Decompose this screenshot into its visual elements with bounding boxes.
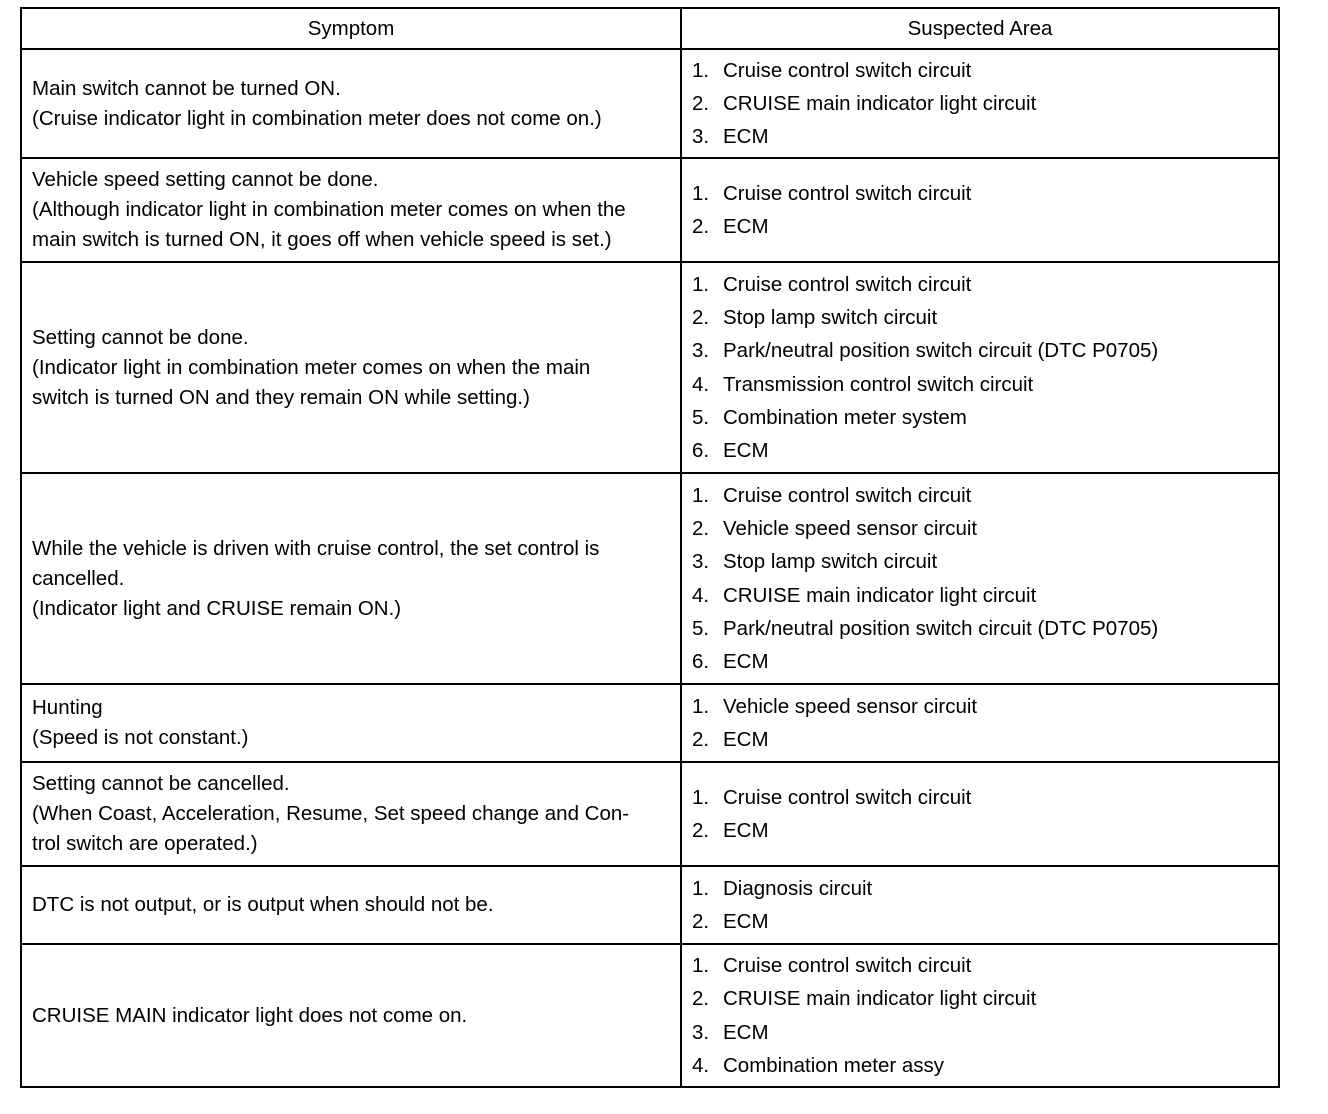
item-text: Stop lamp switch circuit — [723, 306, 938, 330]
symptom-text-line: While the vehicle is driven with cruise control, the set control is — [32, 536, 600, 560]
symptom-text-line: (Speed is not constant.) — [32, 726, 249, 749]
table-row — [21, 49, 1279, 158]
symptom-cell — [21, 866, 681, 944]
item-number: 4. — [692, 583, 710, 607]
item-number: 2. — [692, 306, 710, 330]
suspected-area-list — [692, 872, 1272, 938]
item-number: 2. — [692, 91, 710, 115]
header-row — [21, 8, 1279, 49]
suspected-area-item — [692, 1049, 1272, 1082]
symptom-text-line: main switch is turned ON, it goes off when vehicle speed is set.) — [32, 228, 612, 251]
item-number: 6. — [692, 649, 710, 673]
suspected-area-item — [692, 301, 1272, 334]
item-number: 4. — [692, 372, 710, 396]
item-text: Cruise control switch circuit — [723, 954, 972, 978]
table-row — [21, 473, 1279, 684]
symptom-cell — [21, 762, 681, 866]
suspected-area-list — [692, 268, 1272, 467]
item-number: 1. — [692, 272, 710, 296]
table-row — [21, 866, 1279, 944]
suspected-area-item — [692, 434, 1272, 467]
item-number: 4. — [692, 1053, 710, 1077]
item-text: CRUISE main indicator light circuit — [723, 583, 1037, 607]
item-text: Cruise control switch circuit — [723, 181, 972, 205]
item-text: ECM — [723, 215, 769, 238]
item-number: 6. — [692, 438, 710, 462]
item-number: 1. — [692, 483, 710, 507]
suspected-area-item — [692, 210, 1272, 243]
suspected-area-item — [692, 949, 1272, 982]
suspected-area-item — [692, 87, 1272, 120]
symptom-text-line: Vehicle speed setting cannot be done. — [32, 168, 379, 191]
suspected-area-list — [692, 54, 1272, 154]
item-number: 1. — [692, 785, 710, 809]
suspected-area-item — [692, 334, 1272, 367]
suspected-area-item — [692, 690, 1272, 723]
suspected-area-cell — [681, 866, 1279, 944]
suspected-area-item — [692, 579, 1272, 612]
suspected-area-item — [692, 512, 1272, 545]
table-row — [21, 684, 1279, 762]
symptom-text-line: trol switch are operated.) — [32, 832, 258, 855]
suspected-area-list — [692, 690, 1272, 756]
item-text: ECM — [723, 819, 769, 842]
suspected-area-item — [692, 982, 1272, 1015]
suspected-area-list — [692, 177, 1272, 243]
symptom-text-line: (Cruise indicator light in combination meter does not come on.) — [32, 106, 602, 130]
symptom-text-line: cancelled. — [32, 566, 125, 590]
suspected-area-column-header: Suspected Area — [681, 8, 1279, 49]
symptom-cell — [21, 684, 681, 762]
symptom-text-line: Hunting — [32, 696, 103, 719]
symptom-text-line: Setting cannot be done. — [32, 325, 249, 349]
suspected-area-item — [692, 872, 1272, 905]
symptom-text-line: CRUISE MAIN indicator light does not come on. — [32, 1003, 468, 1027]
item-number: 1. — [692, 58, 710, 82]
item-number: 2. — [692, 910, 710, 933]
table-row — [21, 158, 1279, 262]
item-number: 2. — [692, 728, 710, 751]
table-row — [21, 944, 1279, 1087]
symptom-cell — [21, 473, 681, 684]
item-number: 2. — [692, 215, 710, 238]
suspected-area-cell — [681, 473, 1279, 684]
item-number: 3. — [692, 125, 710, 149]
symptom-text-line: (Although indicator light in combination meter comes on when the — [32, 198, 626, 221]
suspected-area-item — [692, 723, 1272, 756]
suspected-area-item — [692, 781, 1272, 814]
item-text: Cruise control switch circuit — [723, 785, 972, 809]
item-text: Park/neutral position switch circuit (DTC P0705) — [723, 339, 1159, 363]
suspected-area-cell — [681, 158, 1279, 262]
item-number: 5. — [692, 616, 710, 640]
item-number: 3. — [692, 550, 710, 574]
table-row — [21, 262, 1279, 473]
item-text: Vehicle speed sensor circuit — [723, 694, 978, 718]
symptom-cell — [21, 158, 681, 262]
suspected-area-cell — [681, 684, 1279, 762]
suspected-area-list — [692, 781, 1272, 847]
suspected-area-item — [692, 479, 1272, 512]
suspected-area-cell — [681, 762, 1279, 866]
suspected-area-list — [692, 949, 1272, 1082]
symptom-text-line: Main switch cannot be turned ON. — [32, 76, 341, 100]
symptom-text-line: Setting cannot be cancelled. — [32, 772, 290, 795]
table-row — [21, 762, 1279, 866]
suspected-area-item — [692, 612, 1272, 645]
symptom-column-header: Symptom — [21, 8, 681, 49]
item-text: Park/neutral position switch circuit (DTC P0705) — [723, 616, 1159, 640]
suspected-area-cell — [681, 262, 1279, 473]
table-body — [21, 49, 1279, 1087]
suspected-area-item — [692, 1016, 1272, 1049]
item-text: Vehicle speed sensor circuit — [723, 517, 978, 541]
item-number: 1. — [692, 181, 710, 205]
suspected-area-item — [692, 401, 1272, 434]
suspected-area-cell — [681, 49, 1279, 158]
item-number: 1. — [692, 694, 710, 718]
suspected-area-item — [692, 120, 1272, 153]
item-text: CRUISE main indicator light circuit — [723, 91, 1037, 115]
item-text: ECM — [723, 728, 769, 751]
symptom-cell — [21, 49, 681, 158]
item-text: Cruise control switch circuit — [723, 272, 972, 296]
symptom-text-line: DTC is not output, or is output when should not be. — [32, 893, 494, 916]
item-number: 3. — [692, 339, 710, 363]
symptom-text-line: (When Coast, Acceleration, Resume, Set speed change and Con- — [32, 802, 630, 825]
item-number: 5. — [692, 405, 710, 429]
item-number: 2. — [692, 517, 710, 541]
item-text: ECM — [723, 125, 769, 149]
item-text: ECM — [723, 1020, 769, 1044]
item-text: Cruise control switch circuit — [723, 58, 972, 82]
symptom-text-line: (Indicator light in combination meter comes on when the main — [32, 355, 591, 379]
suspected-area-list — [692, 479, 1272, 678]
suspected-area-item — [692, 54, 1272, 87]
item-text: Cruise control switch circuit — [723, 483, 972, 507]
suspected-area-item — [692, 545, 1272, 578]
troubleshooting-table — [20, 7, 1280, 1088]
item-text: Transmission control switch circuit — [723, 372, 1034, 396]
suspected-area-cell — [681, 944, 1279, 1087]
item-number: 3. — [692, 1020, 710, 1044]
item-text: Stop lamp switch circuit — [723, 550, 938, 574]
item-text: ECM — [723, 910, 769, 933]
item-number: 1. — [692, 876, 710, 900]
suspected-area-item — [692, 645, 1272, 678]
suspected-area-item — [692, 368, 1272, 401]
suspected-area-item — [692, 905, 1272, 938]
item-text: Diagnosis circuit — [723, 876, 873, 900]
suspected-area-item — [692, 814, 1272, 847]
suspected-area-item — [692, 268, 1272, 301]
item-text: Combination meter system — [723, 405, 967, 429]
symptom-text-line: switch is turned ON and they remain ON while setting.) — [32, 385, 530, 409]
item-number: 2. — [692, 819, 710, 842]
item-number: 2. — [692, 987, 710, 1011]
item-text: ECM — [723, 649, 769, 673]
symptom-text-line: (Indicator light and CRUISE remain ON.) — [32, 596, 402, 620]
item-number: 1. — [692, 954, 710, 978]
item-text: Combination meter assy — [723, 1053, 945, 1077]
symptom-cell — [21, 944, 681, 1087]
item-text: ECM — [723, 438, 769, 462]
suspected-area-item — [692, 177, 1272, 210]
symptom-cell — [21, 262, 681, 473]
item-text: CRUISE main indicator light circuit — [723, 987, 1037, 1011]
